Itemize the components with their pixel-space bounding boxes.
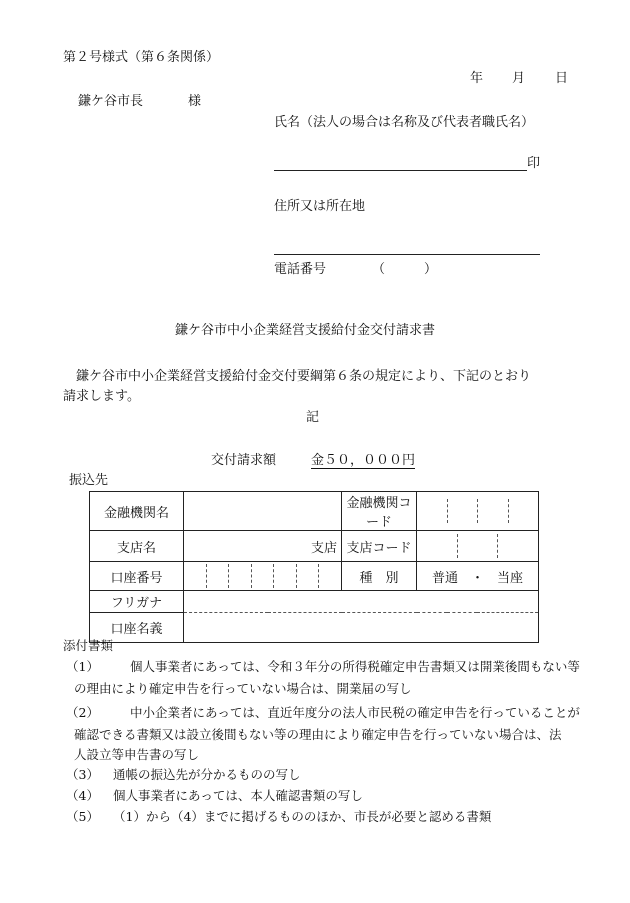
branch-name-label: 支店名 [90, 531, 184, 562]
account-type-value[interactable]: 普通 ・ 当座 [417, 562, 539, 591]
addressee-name: 鎌ケ谷市長 [78, 94, 144, 109]
bank-name-field[interactable] [184, 492, 342, 531]
account-type-label: 種 別 [342, 562, 417, 591]
phone-parentheses: （ ） [372, 262, 438, 277]
date-day: 日 [555, 71, 569, 86]
branch-name-field[interactable] [184, 531, 342, 562]
attachment-2-line-3: 人設立等申告書の写し [74, 747, 200, 762]
account-number-field[interactable] [184, 562, 342, 591]
attachment-1-line-2: の理由により確定申告を行っていない場合は、開業届の写し [74, 681, 412, 696]
attachment-2-line-2: 確認できる書類又は設立後間もない等の理由により確定申告を行っていない場合は、法 [74, 727, 562, 742]
bank-code-field[interactable] [417, 492, 539, 531]
attachments-heading: 添付書類 [63, 638, 114, 653]
address-line [274, 254, 540, 255]
date-year: 年 [470, 71, 484, 86]
attachment-no-1: （1） [66, 659, 99, 674]
bank-account-table [89, 491, 539, 643]
amount-label: 交付請求額 [211, 453, 277, 468]
name-signature-line [274, 170, 527, 171]
date-month: 月 [512, 71, 526, 86]
body-line-1: 鎌ケ谷市中小企業経営支援給付金交付要綱第６条の規定により、下記のとおり [63, 369, 532, 384]
attachment-1-line-1: 個人事業者にあっては、令和３年分の所得税確定申告書類又は開業後間もない等 [130, 659, 580, 674]
attachment-4-line-1: 個人事業者にあっては、本人確認書類の写し [113, 788, 363, 803]
attachment-2-line-1: 中小企業者にあっては、直近年度分の法人市民税の確定申告を行っていることが [130, 705, 580, 720]
name-label: 氏名（法人の場合は名称及び代表者職氏名） [274, 115, 535, 130]
attachment-no-4: （4） [66, 788, 99, 803]
furigana-field[interactable] [184, 591, 539, 613]
address-label: 住所又は所在地 [274, 199, 366, 214]
bank-code-label: 金融機関コード [342, 492, 417, 531]
document-title: 鎌ケ谷市中小企業経営支援給付金交付請求書 [175, 323, 436, 338]
ki-heading: 記 [306, 410, 320, 425]
attachment-no-5: （5） [66, 809, 99, 824]
attachment-no-2: （2） [66, 705, 99, 720]
bank-name-label: 金融機関名 [90, 492, 184, 531]
branch-suffix: 支店 [310, 540, 337, 556]
account-holder-field[interactable] [184, 613, 539, 643]
attachment-no-3: （3） [66, 767, 99, 782]
account-number-label: 口座番号 [90, 562, 184, 591]
account-holder-label: 口座名義 [90, 613, 184, 643]
body-line-2: 請求します。 [63, 389, 140, 404]
attachment-3-line-1: 通帳の振込先が分かるものの写し [113, 767, 301, 782]
transfer-label: 振込先 [69, 473, 109, 488]
amount-value: 金５０，０００円 [311, 453, 416, 468]
branch-code-label: 支店コード [342, 531, 417, 562]
branch-code-field[interactable] [417, 531, 539, 562]
furigana-label: フリガナ [90, 591, 184, 613]
attachment-5-line-1: （1）から（4）までに掲げるもののほか、市長が必要と認める書類 [113, 809, 492, 824]
addressee-honorific: 様 [188, 94, 202, 109]
phone-label: 電話番号 [274, 262, 327, 277]
seal-mark: 印 [527, 156, 541, 171]
form-number: 第２号様式（第６条関係） [63, 50, 220, 65]
